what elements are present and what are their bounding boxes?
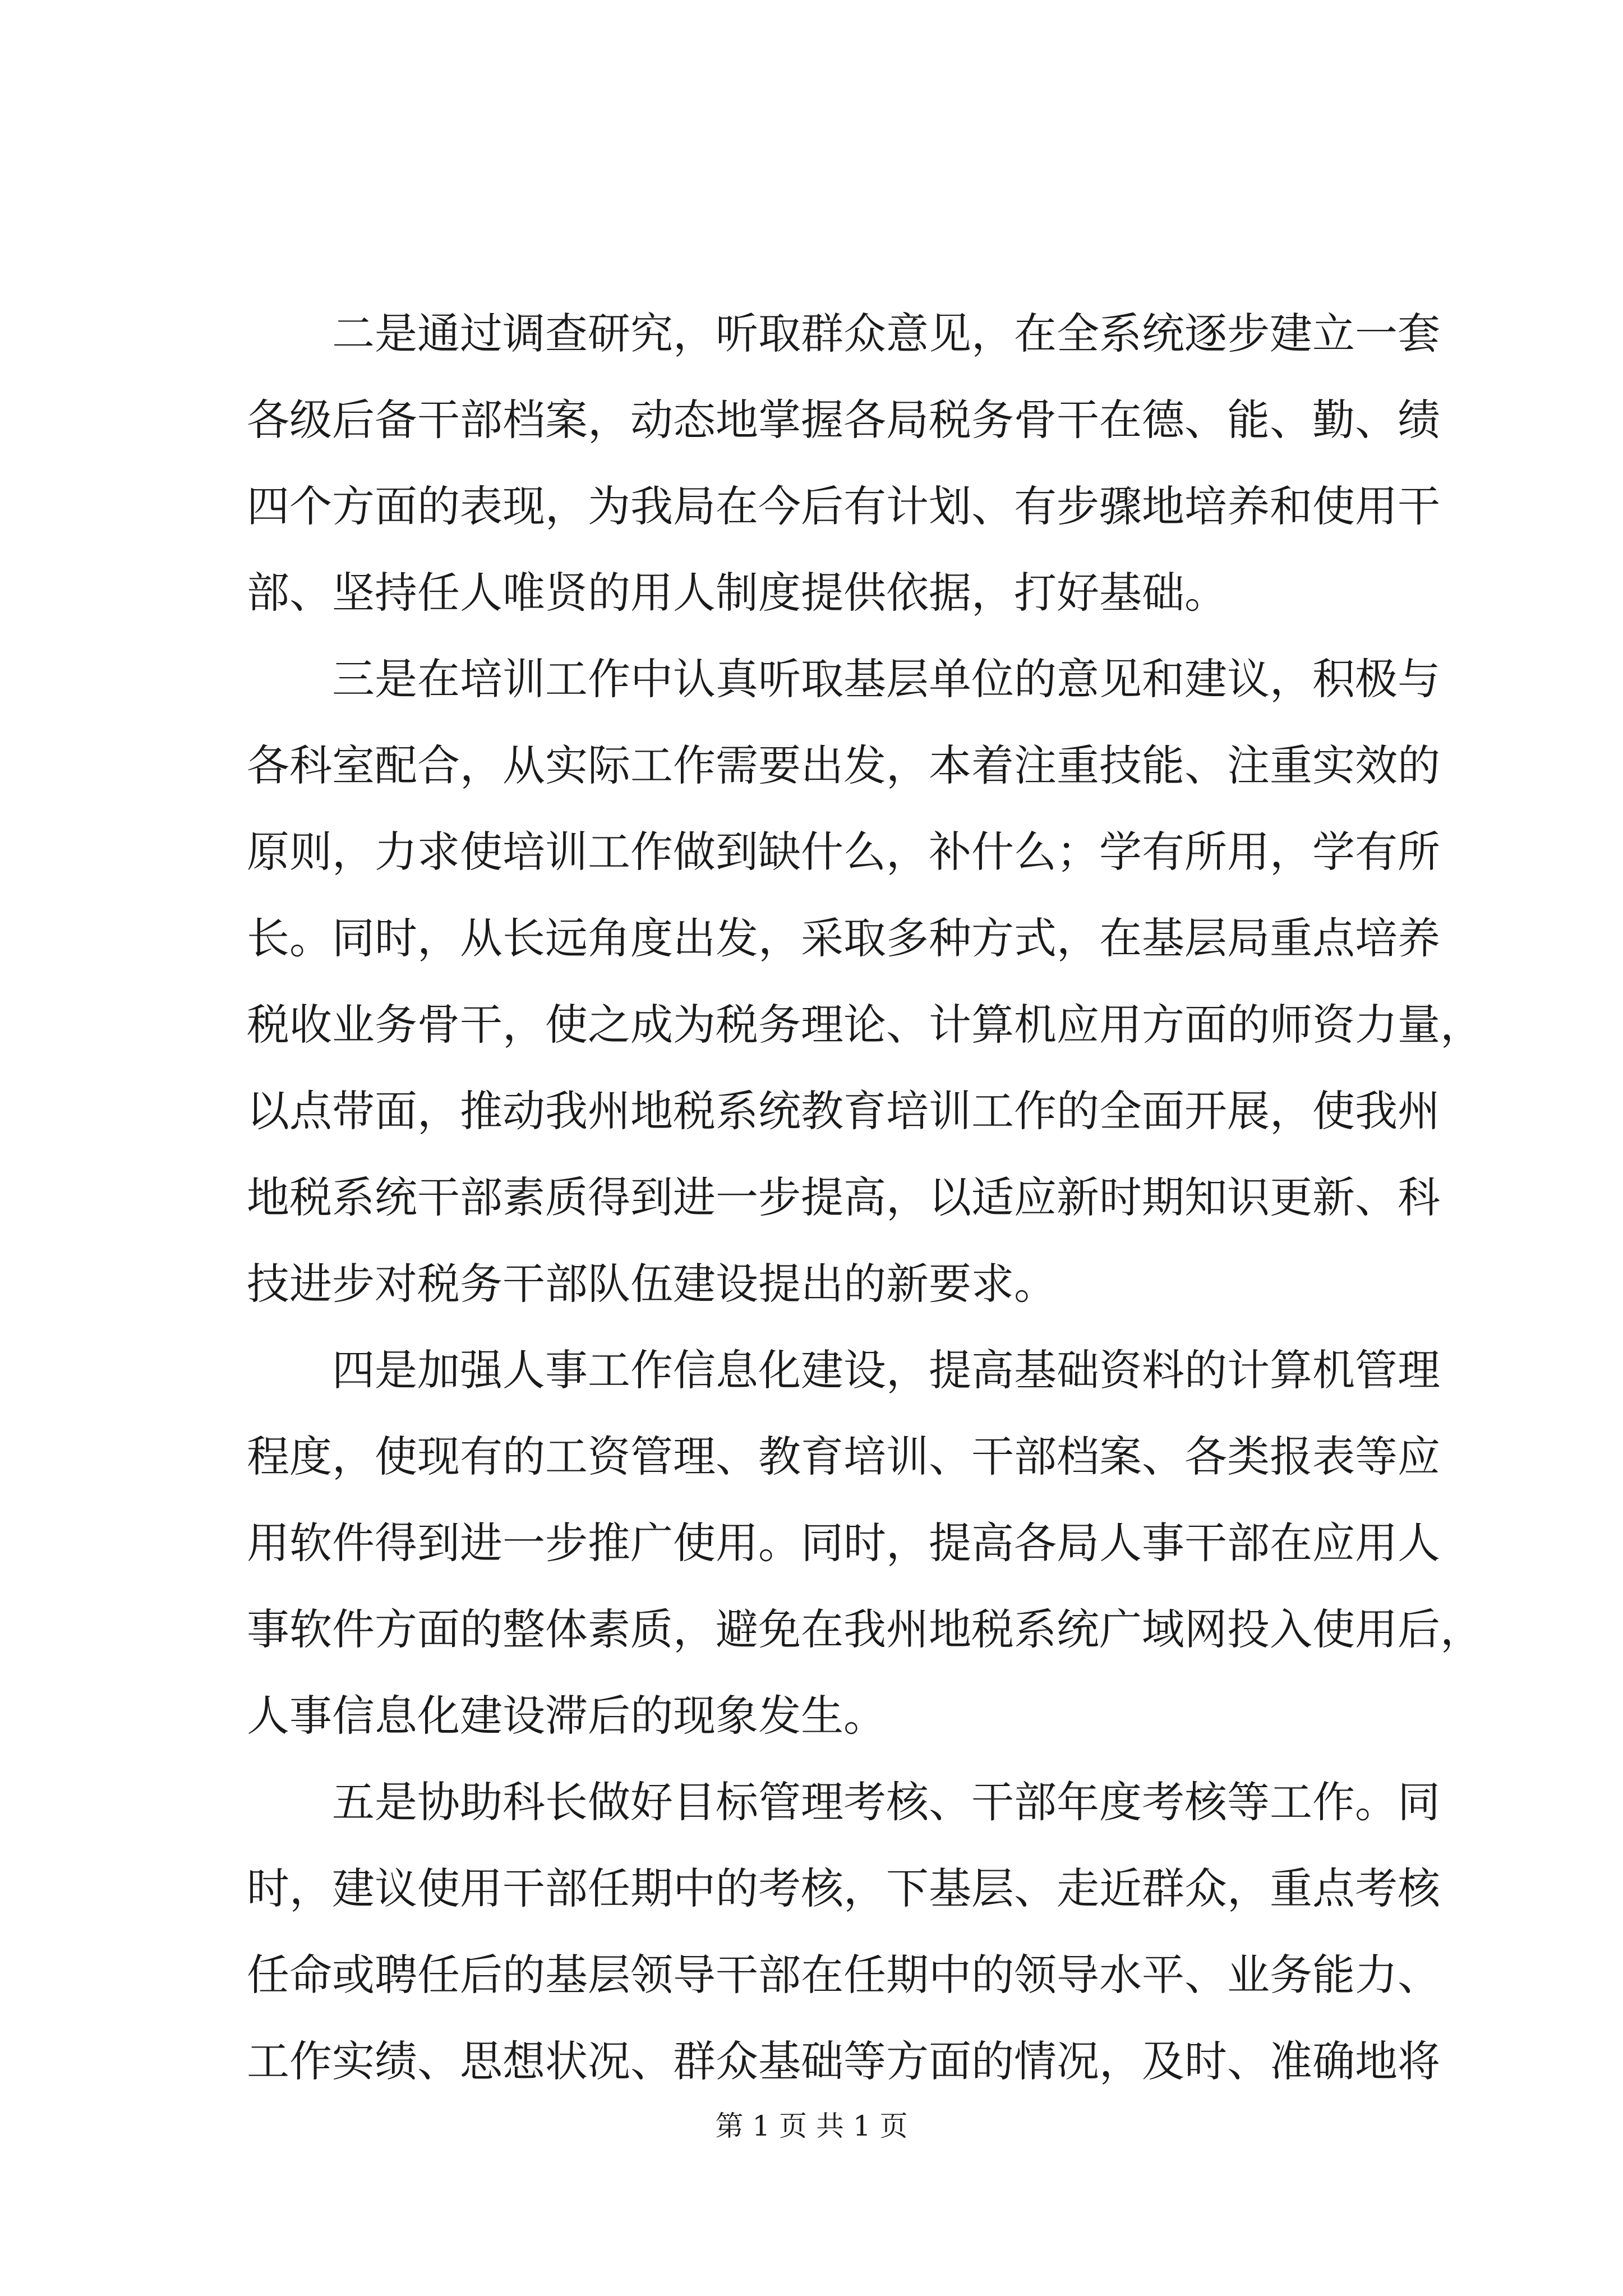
text-line: 部、坚持任人唯贤的用人制度提供依据，打好基础。 <box>247 568 1227 618</box>
text-line: 事软件方面的整体素质，避免在我州地税系统广域网投入使用后， <box>247 1604 1483 1654</box>
text-line: 长。同时，从长远角度出发，采取多种方式，在基层局重点培养 <box>247 913 1440 963</box>
text-line: 以点带面，推动我州地税系统教育培训工作的全面开展，使我州 <box>247 1086 1440 1136</box>
page-number: 第 1 页 共 1 页 <box>715 2110 908 2142</box>
text-line: 二是通过调查研究，听取群众意见，在全系统逐步建立一套 <box>247 309 1440 358</box>
text-line: 技进步对税务干部队伍建设提出的新要求。 <box>247 1259 1057 1309</box>
text-line: 各级后备干部档案，动态地掌握各局税务骨干在德、能、勤、绩 <box>247 395 1440 445</box>
text-line: 各科室配合，从实际工作需要出发，本着注重技能、注重实效的 <box>247 740 1440 790</box>
text-line: 任命或聘任后的基层领导干部在任期中的领导水平、业务能力、 <box>247 1950 1440 2000</box>
text-line: 人事信息化建设滞后的现象发生。 <box>247 1691 886 1741</box>
text-line: 地税系统干部素质得到进一步提高，以适应新时期知识更新、科 <box>247 1172 1440 1222</box>
text-line: 用软件得到进一步推广使用。同时，提高各局人事干部在应用人 <box>247 1518 1440 1568</box>
text-line: 工作实绩、思想状况、群众基础等方面的情况，及时、准确地将 <box>247 2036 1440 2086</box>
document-body <box>247 291 1483 2105</box>
text-line: 五是协助科长做好目标管理考核、干部年度考核等工作。同 <box>247 1777 1440 1827</box>
text-line: 原则，力求使培训工作做到缺什么，补什么；学有所用，学有所 <box>247 827 1440 877</box>
text-line: 程度，使现有的工资管理、教育培训、干部档案、各类报表等应 <box>247 1432 1440 1481</box>
text-line: 时，建议使用干部任期中的考核，下基层、走近群众，重点考核 <box>247 1864 1440 1913</box>
page-footer <box>0 2109 1623 2143</box>
text-line: 税收业务骨干，使之成为税务理论、计算机应用方面的师资力量， <box>247 1000 1483 1050</box>
text-line: 三是在培训工作中认真听取基层单位的意见和建议，积极与 <box>247 654 1440 704</box>
text-line: 四是加强人事工作信息化建设，提高基础资料的计算机管理 <box>247 1345 1440 1395</box>
text-line: 四个方面的表现，为我局在今后有计划、有步骤地培养和使用干 <box>247 481 1440 531</box>
